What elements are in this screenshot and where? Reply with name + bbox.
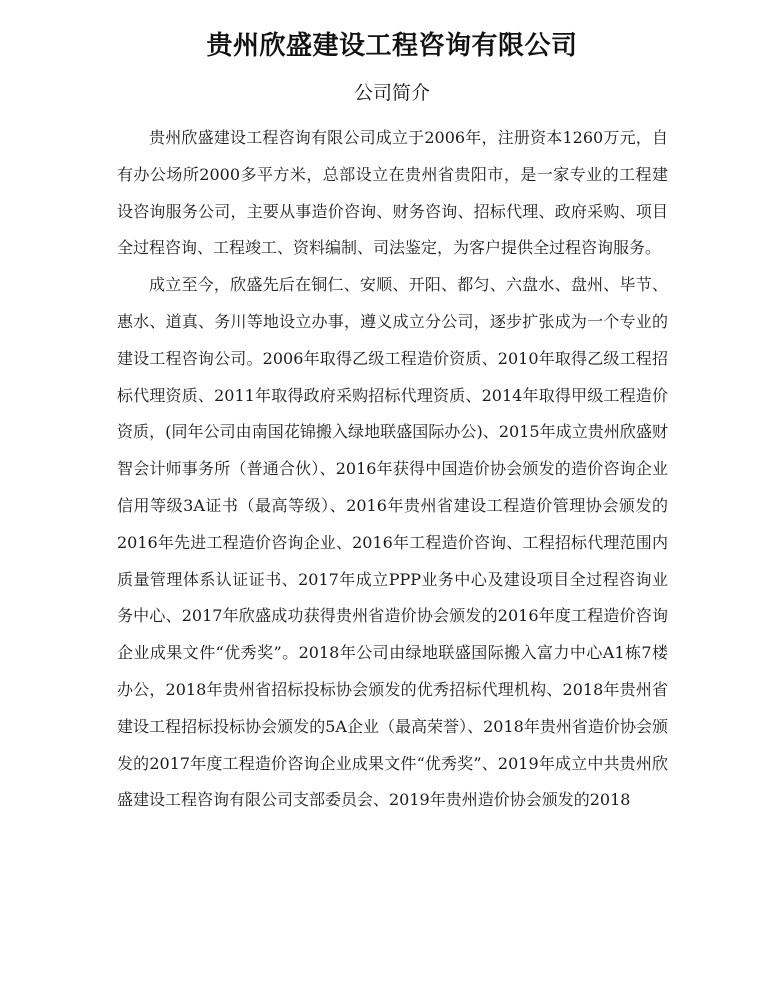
paragraph-intro: 贵州欣盛建设工程咨询有限公司成立于2006年，注册资本1260万元，自有办公场所2000多平方米，总部设立在贵州省贵阳市，是一家专业的工程建设咨询服务公司，主要从事造价咨询、财务咨询、招标代理、政府采购、项目全过程咨询、工程竣工、资料编制、司法鉴定，为客户提供全过程咨询服务。: [117, 128, 668, 258]
company-name-heading: 贵州欣盛建设工程咨询有限公司: [206, 31, 578, 61]
paragraph-history: 成立至今，欣盛先后在铜仁、安顺、开阳、都匀、六盘水、盘州、毕节、惠水、道真、务川等地设立办事，遵义成立分公司，逐步扩张成为一个专业的建设工程咨询公司。2006年取得乙级工程造价资质、2010年取得乙级工程招标代理资质、2011年取得政府采购招标代理资质、2014年取得甲级工程造价资质，(同年公司由南国花锦搬入绿地联盛国际办公)、2015年成立贵州欣盛财智会计师事务所（普通合伙）、2016年获得中国造价协会颁发的造价咨询企业信用等级3A证书（最高等级）、2016年贵州省建设工程造价管理协会颁发的2016年先进工程造价咨询企业、2016年工程造价咨询、工程招标代理范围内质量管理体系认证证书、2017年成立PPP业务中心及建设项目全过程咨询业务中心、2017年欣盛成功获得贵州省造价协会颁发的2016年度工程造价咨询企业成果文件“优秀奖”。2018年公司由绿地联盛国际搬入富力中心A1栋7楼办公，2018年贵州省招标投标协会颁发的优秀招标代理机构、2018年贵州省建设工程招标投标协会颁发的5A企业（最高荣誉）、2018年贵州省造价协会颁发的2017年度工程造价咨询企业成果文件“优秀奖”、2019年成立中共贵州欣盛建设工程咨询有限公司支部委员会、2019年贵州造价协会颁发的2018: [117, 275, 668, 810]
document-body: [117, 120, 668, 819]
section-title: 公司简介: [353, 82, 430, 104]
